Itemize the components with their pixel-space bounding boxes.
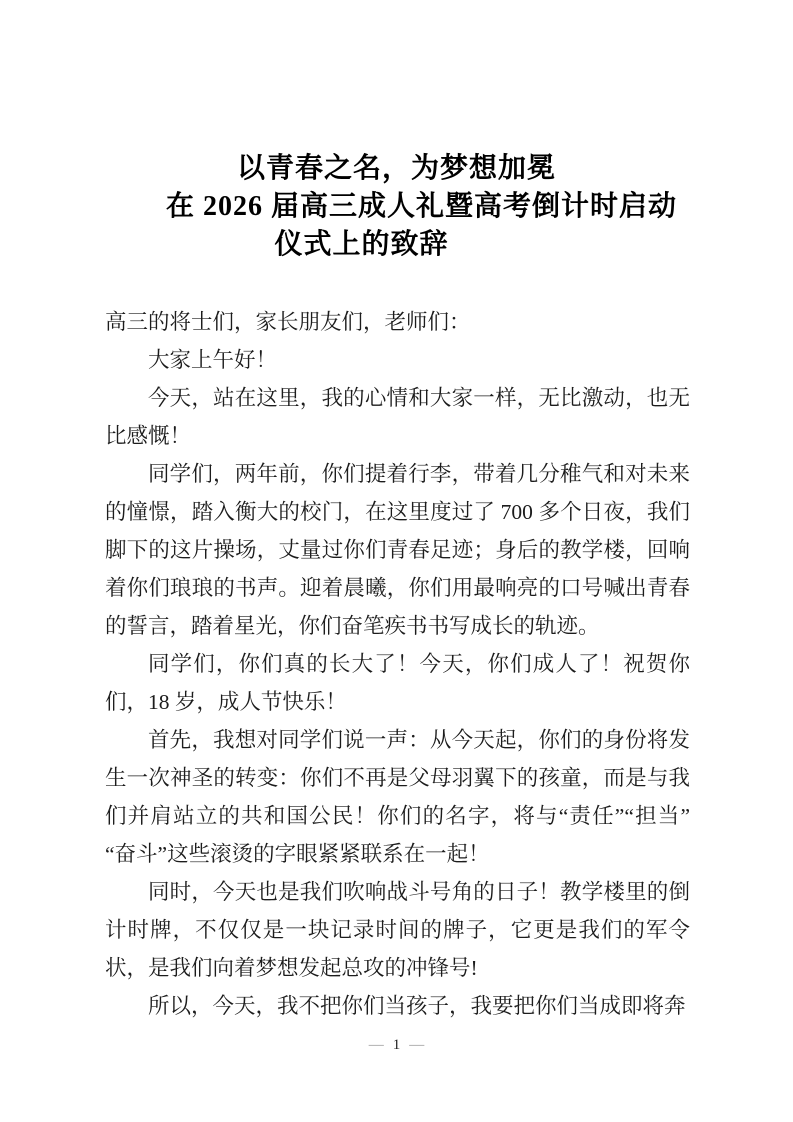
page-number: 1 [392,1037,401,1053]
paragraph: 同时，今天也是我们吹响战斗号角的日子！教学楼里的倒计时牌，不仅仅是一块记录时间的牌子，它更是我们的军令状，是我们向着梦想发起总攻的冲锋号! [105,880,690,980]
title-line-2: 在 2026 届高三成人礼暨高考倒计时启动 [165,191,677,222]
footer-dash-right: — [409,1037,425,1053]
title-line-3: 仪式上的致辞 [274,229,449,260]
document-title [105,150,688,264]
document-body [105,303,690,1025]
page-footer [0,1036,793,1054]
paragraph: 所以，今天，我不把你们当孩子，我要把你们当成即将奔 [148,994,686,1018]
footer-dash-left: — [368,1037,384,1053]
paragraph: 同学们，你们真的长大了！今天，你们成人了！祝贺你们，18 岁，成人节快乐！ [105,652,690,714]
paragraph: 今天，站在这里，我的心情和大家一样，无比激动，也无比感慨！ [105,386,690,448]
paragraph: 首先，我想对同学们说一声：从今天起，你们的身份将发生一次神圣的转变：你们不再是父母羽翼下的孩童，而是与我们并肩站立的共和国公民！你们的名字，将与“责任”“担当”“奋斗”这些滚烫的字眼紧紧联系在一起！ [105,728,690,866]
paragraph: 同学们，两年前，你们提着行李，带着几分稚气和对未来的憧憬，踏入衡大的校门，在这里度过了 700 多个日夜，我们脚下的这片操场，丈量过你们青春足迹；身后的教学楼，回响着你们琅琅的书声。迎着晨曦，你们用最响亮的口号喊出青春的誓言，踏着星光，你们奋笔疾书书写成长的轨迹。 [105,462,690,638]
paragraph: 高三的将士们，家长朋友们，老师们： [105,310,471,334]
title-line-1: 以青春之名，为梦想加冕 [236,153,556,184]
paragraph: 大家上午好！ [148,348,278,372]
